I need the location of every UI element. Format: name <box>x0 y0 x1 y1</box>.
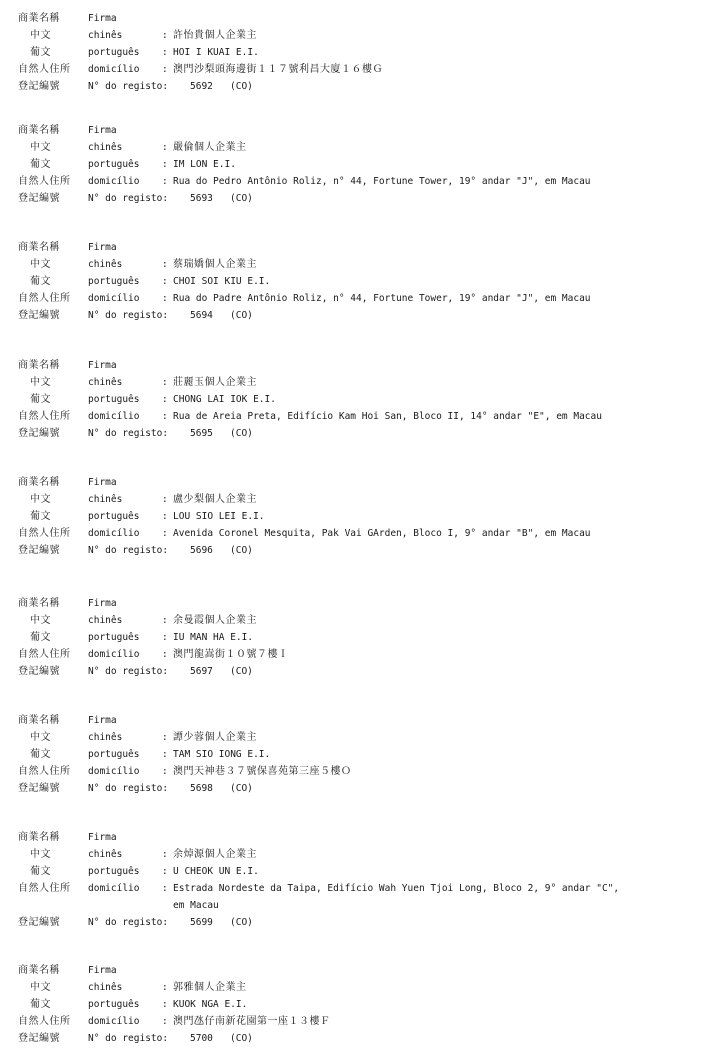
chinese-name-value: 嚴倫個人企業主 <box>173 142 247 153</box>
portugues-label-zh: 葡文 <box>30 159 51 170</box>
firma-label-pt: Firma <box>88 125 117 136</box>
domicilio-label-zh: 自然人住所 <box>18 766 71 777</box>
portuguese-name-value: CHOI SOI KIU E.I. <box>173 276 271 287</box>
portugues-label-pt: português <box>88 632 140 643</box>
portugues-label-pt: português <box>88 511 140 522</box>
colon: : <box>162 64 168 75</box>
registry-entry <box>18 712 718 797</box>
portugues-row <box>18 629 718 646</box>
firma-row <box>18 122 718 139</box>
firma-label-zh: 商業名稱 <box>18 965 60 976</box>
colon: : <box>162 649 168 660</box>
portugues-row <box>18 273 718 290</box>
registration-number: 5694 <box>190 310 213 321</box>
portuguese-name-value: KUOK NGA E.I. <box>173 999 248 1010</box>
domicilio-row <box>18 290 718 307</box>
registo-label-pt: N° do registo: <box>88 81 169 92</box>
portuguese-name-value: TAM SIO IONG E.I. <box>173 749 271 760</box>
registration-code: (CO) <box>230 666 253 677</box>
firma-label-zh: 商業名稱 <box>18 13 60 24</box>
portuguese-name-value: U CHEOK UN E.I. <box>173 866 259 877</box>
portuguese-name-value: IM LON E.I. <box>173 159 236 170</box>
domicilio-label-pt: domicílio <box>88 411 140 422</box>
domicilio-continuation-row <box>18 897 718 914</box>
address-value: Rua de Areia Preta, Edifício Kam Hoi San, Bloco II, 14° andar "E", em Macau <box>173 411 602 422</box>
colon: : <box>162 883 168 894</box>
firma-row <box>18 962 718 979</box>
address-value-continued: em Macau <box>173 900 219 911</box>
colon: : <box>162 849 168 860</box>
registration-number: 5699 <box>190 917 213 928</box>
domicilio-label-pt: domicílio <box>88 883 140 894</box>
domicilio-label-pt: domicílio <box>88 1016 140 1027</box>
registo-label-zh: 登記編號 <box>18 428 60 439</box>
registo-label-pt: N° do registo: <box>88 310 169 321</box>
portugues-label-zh: 葡文 <box>30 999 51 1010</box>
firma-label-pt: Firma <box>88 13 117 24</box>
firma-label-pt: Firma <box>88 715 117 726</box>
chines-label-pt: chinês <box>88 377 123 388</box>
portugues-label-zh: 葡文 <box>30 511 51 522</box>
chinese-name-value: 譚少蓉個人企業主 <box>173 732 257 743</box>
colon: : <box>162 511 168 522</box>
chines-label-pt: chinês <box>88 30 123 41</box>
portugues-label-pt: português <box>88 394 140 405</box>
chines-row <box>18 612 718 629</box>
chines-label-zh: 中文 <box>30 849 51 860</box>
registry-entry <box>18 357 718 442</box>
colon: : <box>162 749 168 760</box>
firma-row <box>18 10 718 27</box>
colon: : <box>162 411 168 422</box>
firma-label-pt: Firma <box>88 360 117 371</box>
portugues-label-pt: português <box>88 47 140 58</box>
chinese-name-value: 余焯源個人企業主 <box>173 849 257 860</box>
domicilio-label-pt: domicílio <box>88 64 140 75</box>
chines-label-zh: 中文 <box>30 732 51 743</box>
registration-number: 5693 <box>190 193 213 204</box>
colon: : <box>162 632 168 643</box>
domicilio-label-pt: domicílio <box>88 528 140 539</box>
firma-label-zh: 商業名稱 <box>18 125 60 136</box>
chines-label-pt: chinês <box>88 494 123 505</box>
domicilio-row <box>18 173 718 190</box>
firma-label-zh: 商業名稱 <box>18 360 60 371</box>
registration-code: (CO) <box>230 428 253 439</box>
firma-label-pt: Firma <box>88 477 117 488</box>
registo-label-zh: 登記編號 <box>18 917 60 928</box>
colon: : <box>162 766 168 777</box>
colon: : <box>162 377 168 388</box>
firma-label-pt: Firma <box>88 598 117 609</box>
colon: : <box>162 999 168 1010</box>
registo-label-zh: 登記編號 <box>18 193 60 204</box>
colon: : <box>162 394 168 405</box>
registo-label-zh: 登記編號 <box>18 310 60 321</box>
chines-label-pt: chinês <box>88 259 123 270</box>
colon: : <box>162 528 168 539</box>
chines-row <box>18 729 718 746</box>
domicilio-label-zh: 自然人住所 <box>18 649 71 660</box>
registration-number: 5697 <box>190 666 213 677</box>
registration-code: (CO) <box>230 193 253 204</box>
chinese-name-value: 余曼霞個人企業主 <box>173 615 257 626</box>
colon: : <box>162 982 168 993</box>
registo-row <box>18 780 718 797</box>
registo-row <box>18 78 718 95</box>
chinese-name-value: 盧少梨個人企業主 <box>173 494 257 505</box>
chines-label-zh: 中文 <box>30 494 51 505</box>
portugues-row <box>18 746 718 763</box>
colon: : <box>162 159 168 170</box>
domicilio-label-zh: 自然人住所 <box>18 1016 71 1027</box>
chines-label-pt: chinês <box>88 849 123 860</box>
registo-label-pt: N° do registo: <box>88 666 169 677</box>
registo-row <box>18 190 718 207</box>
domicilio-label-zh: 自然人住所 <box>18 883 71 894</box>
firma-label-zh: 商業名稱 <box>18 242 60 253</box>
registo-label-pt: N° do registo: <box>88 1033 169 1044</box>
registration-code: (CO) <box>230 917 253 928</box>
colon: : <box>162 494 168 505</box>
registo-row <box>18 425 718 442</box>
domicilio-label-zh: 自然人住所 <box>18 411 71 422</box>
domicilio-row <box>18 525 718 542</box>
portuguese-name-value: HOI I KUAI E.I. <box>173 47 259 58</box>
registo-label-pt: N° do registo: <box>88 193 169 204</box>
registration-number: 5692 <box>190 81 213 92</box>
portugues-label-zh: 葡文 <box>30 47 51 58</box>
chines-row <box>18 374 718 391</box>
colon: : <box>162 276 168 287</box>
portugues-label-pt: português <box>88 159 140 170</box>
firma-label-zh: 商業名稱 <box>18 477 60 488</box>
domicilio-label-pt: domicílio <box>88 649 140 660</box>
registry-entry <box>18 122 718 207</box>
domicilio-label-zh: 自然人住所 <box>18 293 71 304</box>
firma-label-pt: Firma <box>88 832 117 843</box>
domicilio-row <box>18 1013 718 1030</box>
registo-row <box>18 307 718 324</box>
domicilio-row <box>18 408 718 425</box>
registration-code: (CO) <box>230 545 253 556</box>
registo-label-pt: N° do registo: <box>88 917 169 928</box>
firma-row <box>18 239 718 256</box>
chines-row <box>18 139 718 156</box>
registry-entry <box>18 829 718 931</box>
portugues-label-pt: português <box>88 999 140 1010</box>
registo-label-pt: N° do registo: <box>88 545 169 556</box>
address-value: Estrada Nordeste da Taipa, Edifício Wah Yuen Tjoi Long, Bloco 2, 9° andar "C", <box>173 883 620 894</box>
domicilio-row <box>18 880 718 897</box>
address-value: Avenida Coronel Mesquita, Pak Vai GArden, Bloco I, 9° andar "B", em Macau <box>173 528 591 539</box>
portugues-row <box>18 156 718 173</box>
registration-code: (CO) <box>230 81 253 92</box>
registo-label-zh: 登記編號 <box>18 783 60 794</box>
chinese-name-value: 蔡瑞嬌個人企業主 <box>173 259 257 270</box>
firma-label-pt: Firma <box>88 965 117 976</box>
chines-row <box>18 846 718 863</box>
domicilio-row <box>18 763 718 780</box>
chines-label-pt: chinês <box>88 732 123 743</box>
registration-number: 5700 <box>190 1033 213 1044</box>
registo-row <box>18 1030 718 1047</box>
chines-label-zh: 中文 <box>30 615 51 626</box>
registration-number: 5695 <box>190 428 213 439</box>
domicilio-row <box>18 646 718 663</box>
registo-label-pt: N° do registo: <box>88 428 169 439</box>
portugues-label-zh: 葡文 <box>30 866 51 877</box>
colon: : <box>162 866 168 877</box>
registo-label-zh: 登記編號 <box>18 545 60 556</box>
portugues-row <box>18 508 718 525</box>
registry-entry <box>18 595 718 680</box>
colon: : <box>162 142 168 153</box>
firma-label-zh: 商業名稱 <box>18 598 60 609</box>
colon: : <box>162 30 168 41</box>
firma-row <box>18 712 718 729</box>
colon: : <box>162 259 168 270</box>
chines-row <box>18 979 718 996</box>
chines-label-zh: 中文 <box>30 982 51 993</box>
chines-label-zh: 中文 <box>30 377 51 388</box>
portugues-label-zh: 葡文 <box>30 394 51 405</box>
registo-label-zh: 登記編號 <box>18 666 60 677</box>
address-value: 澳門氹仔南新花園第一座１３樓Ｆ <box>173 1016 331 1027</box>
registo-label-zh: 登記編號 <box>18 81 60 92</box>
portugues-row <box>18 863 718 880</box>
firma-label-zh: 商業名稱 <box>18 715 60 726</box>
portugues-row <box>18 44 718 61</box>
registry-entry <box>18 10 718 95</box>
firma-row <box>18 474 718 491</box>
registo-row <box>18 663 718 680</box>
registo-label-pt: N° do registo: <box>88 783 169 794</box>
chines-label-zh: 中文 <box>30 259 51 270</box>
domicilio-label-pt: domicílio <box>88 176 140 187</box>
colon: : <box>162 732 168 743</box>
domicilio-label-pt: domicílio <box>88 293 140 304</box>
portuguese-name-value: LOU SIO LEI E.I. <box>173 511 265 522</box>
chines-label-pt: chinês <box>88 982 123 993</box>
address-value: 澳門龍嵩街１０號７樓Ｉ <box>173 649 289 660</box>
registration-number: 5698 <box>190 783 213 794</box>
colon: : <box>162 1016 168 1027</box>
registry-entry <box>18 962 718 1047</box>
colon: : <box>162 293 168 304</box>
portugues-row <box>18 391 718 408</box>
portugues-label-pt: português <box>88 749 140 760</box>
chinese-name-value: 郭雅個人企業主 <box>173 982 247 993</box>
registration-number: 5696 <box>190 545 213 556</box>
domicilio-label-pt: domicílio <box>88 766 140 777</box>
registration-code: (CO) <box>230 1033 253 1044</box>
registo-label-zh: 登記編號 <box>18 1033 60 1044</box>
chines-label-pt: chinês <box>88 615 123 626</box>
chinese-name-value: 莊麗玉個人企業主 <box>173 377 257 388</box>
chines-label-zh: 中文 <box>30 142 51 153</box>
registry-entry <box>18 239 718 324</box>
colon: : <box>162 615 168 626</box>
firma-label-pt: Firma <box>88 242 117 253</box>
firma-row <box>18 357 718 374</box>
domicilio-label-zh: 自然人住所 <box>18 528 71 539</box>
colon: : <box>162 176 168 187</box>
chines-label-pt: chinês <box>88 142 123 153</box>
portugues-label-zh: 葡文 <box>30 749 51 760</box>
domicilio-label-zh: 自然人住所 <box>18 176 71 187</box>
portugues-row <box>18 996 718 1013</box>
address-value: Rua do Padre Antônio Roliz, n° 44, Fortune Tower, 19° andar "J", em Macau <box>173 293 591 304</box>
chines-row <box>18 256 718 273</box>
chines-row <box>18 27 718 44</box>
address-value: 澳門天神巷３７號保喜苑第三座５樓Ｏ <box>173 766 352 777</box>
domicilio-row <box>18 61 718 78</box>
firma-row <box>18 595 718 612</box>
registration-code: (CO) <box>230 310 253 321</box>
portugues-label-pt: português <box>88 276 140 287</box>
registo-row <box>18 542 718 559</box>
chines-label-zh: 中文 <box>30 30 51 41</box>
portugues-label-pt: português <box>88 866 140 877</box>
portugues-label-zh: 葡文 <box>30 276 51 287</box>
address-value: 澳門沙梨頭海邊街１１７號利昌大廈１６樓Ｇ <box>173 64 383 75</box>
domicilio-label-zh: 自然人住所 <box>18 64 71 75</box>
registration-code: (CO) <box>230 783 253 794</box>
chines-row <box>18 491 718 508</box>
colon: : <box>162 47 168 58</box>
address-value: Rua do Pedro Antônio Roliz, n° 44, Fortune Tower, 19° andar "J", em Macau <box>173 176 591 187</box>
firma-row <box>18 829 718 846</box>
registo-row <box>18 914 718 931</box>
firma-label-zh: 商業名稱 <box>18 832 60 843</box>
registry-entry <box>18 474 718 559</box>
portugues-label-zh: 葡文 <box>30 632 51 643</box>
portuguese-name-value: IU MAN HA E.I. <box>173 632 254 643</box>
chinese-name-value: 許怡貴個人企業主 <box>173 30 257 41</box>
portuguese-name-value: CHONG LAI IOK E.I. <box>173 394 276 405</box>
